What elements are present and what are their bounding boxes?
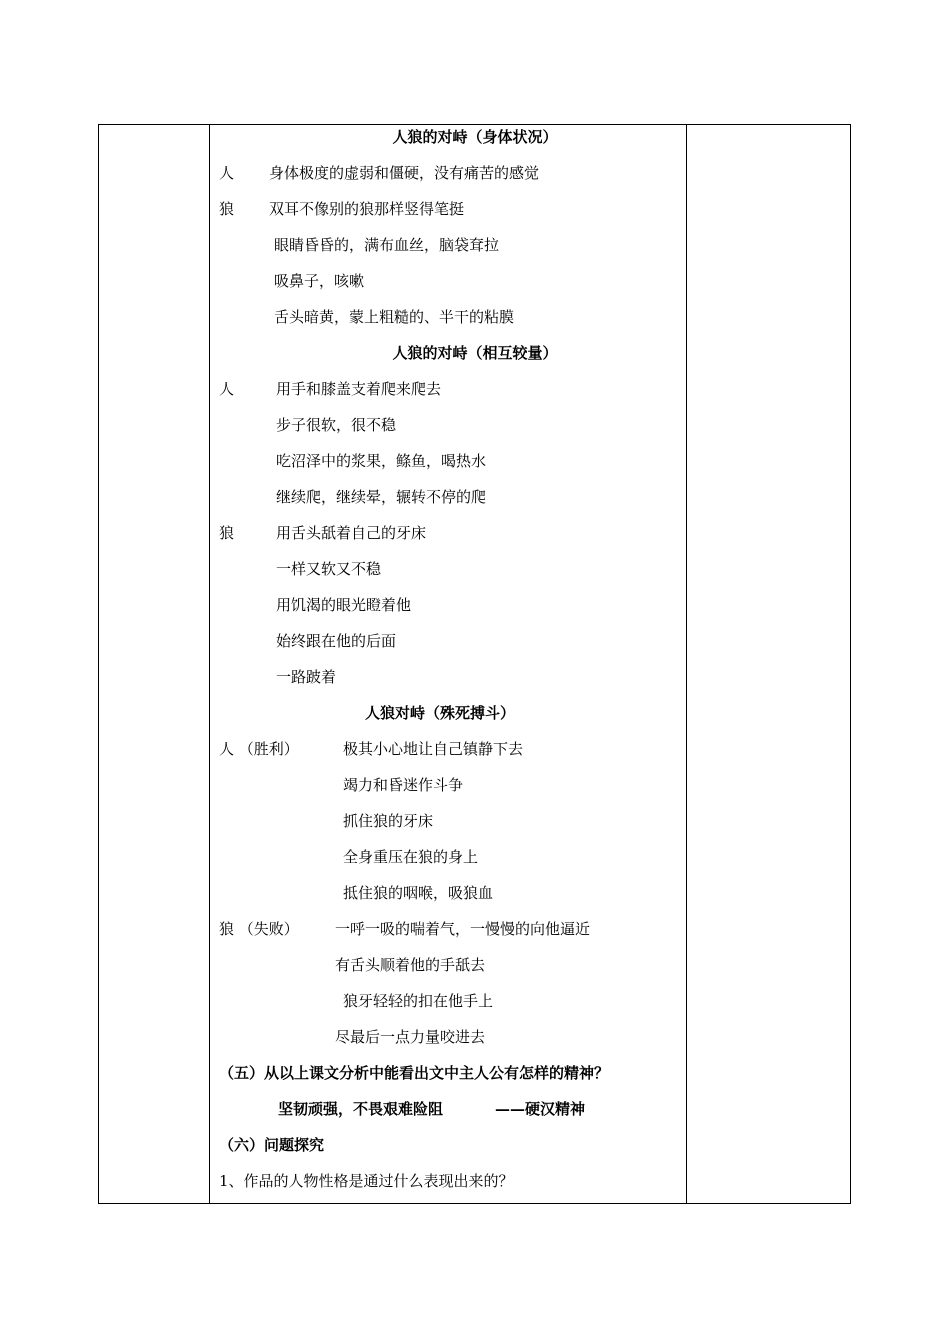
section1-wolf-line: 吸鼻子，咳嗽 xyxy=(274,272,365,290)
section3-person-line: 抓住狼的牙床 xyxy=(343,812,434,830)
section3-person-line: 极其小心地让自己镇静下去 xyxy=(343,740,524,758)
section1-wolf-label: 狼 xyxy=(219,200,235,218)
section3-wolf-label: 狼 （失败） xyxy=(219,920,299,938)
table-divider-left xyxy=(209,125,210,1203)
section1-wolf-line: 双耳不像别的狼那样竖得笔挺 xyxy=(269,200,465,218)
spirit-answer: 坚韧顽强，不畏艰难险阻 xyxy=(278,1100,444,1118)
section2-person-line: 步子很软，很不稳 xyxy=(276,416,397,434)
inquiry-heading: （六）问题探究 xyxy=(219,1136,325,1154)
section3-wolf-line: 有舌头顺着他的手舐去 xyxy=(335,956,486,974)
section1-wolf-line: 眼睛昏昏的，满布血丝，脑袋耷拉 xyxy=(274,236,500,254)
section2-heading: 人狼的对峙（相互较量） xyxy=(392,344,558,362)
section2-person-line: 用手和膝盖支着爬来爬去 xyxy=(276,380,442,398)
section2-person-line: 继续爬，继续晕，辗转不停的爬 xyxy=(276,488,487,506)
section2-wolf-line: 始终跟在他的后面 xyxy=(276,632,397,650)
spirit-question: （五）从以上课文分析中能看出文中主人公有怎样的精神？ xyxy=(219,1064,610,1082)
section2-wolf-line: 用舌头舐着自己的牙床 xyxy=(276,524,427,542)
section2-person-label: 人 xyxy=(219,380,235,398)
section3-person-line: 竭力和昏迷作斗争 xyxy=(343,776,464,794)
section3-heading: 人狼对峙（殊死搏斗） xyxy=(365,704,516,722)
section3-person-line: 抵住狼的咽喉，吸狼血 xyxy=(343,884,494,902)
section2-wolf-line: 用饥渴的眼光瞪着他 xyxy=(276,596,412,614)
table-divider-right xyxy=(686,125,687,1203)
section3-person-label: 人 （胜利） xyxy=(219,740,299,758)
section1-person-label: 人 xyxy=(219,164,235,182)
section3-wolf-line: 尽最后一点力量咬进去 xyxy=(335,1028,486,1046)
section2-wolf-line: 一路跛着 xyxy=(276,668,337,686)
inquiry-question-1: 1、作品的人物性格是通过什么表现出来的？ xyxy=(219,1172,514,1190)
section1-heading: 人狼的对峙（身体状况） xyxy=(392,128,558,146)
section3-person-line: 全身重压在狼的身上 xyxy=(343,848,479,866)
spirit-answer-label: ——硬汉精神 xyxy=(495,1100,586,1118)
section2-person-line: 吃沼泽中的浆果，鲦鱼，喝热水 xyxy=(276,452,487,470)
section3-wolf-line: 一呼一吸的喘着气，一慢慢的向他逼近 xyxy=(335,920,591,938)
section1-person-text: 身体极度的虚弱和僵硬，没有痛苦的感觉 xyxy=(269,164,540,182)
section3-wolf-line: 狼牙轻轻的扣在他手上 xyxy=(343,992,494,1010)
section2-wolf-label: 狼 xyxy=(219,524,235,542)
section2-wolf-line: 一样又软又不稳 xyxy=(276,560,382,578)
section1-wolf-line: 舌头暗黄，蒙上粗糙的、半干的粘膜 xyxy=(274,308,515,326)
